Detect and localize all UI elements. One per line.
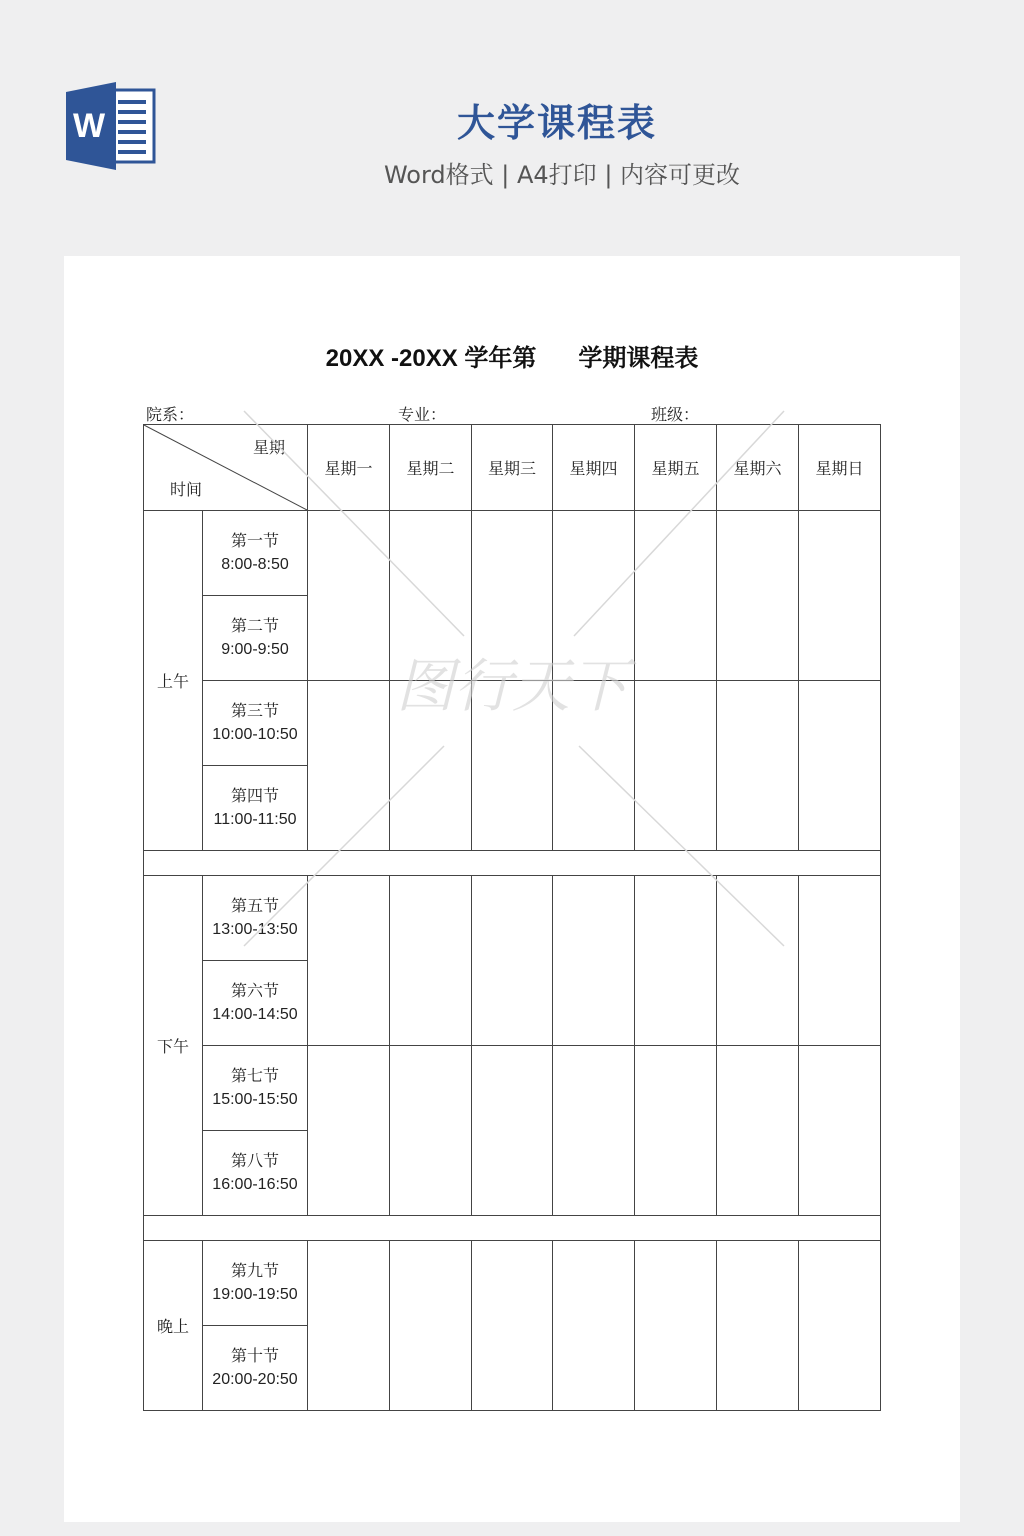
period-cell: [203, 596, 308, 681]
class-slot[interactable]: [390, 876, 472, 1046]
department-label: 院系：: [146, 405, 195, 424]
class-slot[interactable]: [308, 681, 390, 851]
class-slot[interactable]: [717, 511, 799, 681]
day-header: 星期二: [390, 425, 472, 511]
class-slot[interactable]: [390, 681, 472, 851]
class-slot[interactable]: [635, 1241, 717, 1411]
class-slot[interactable]: [308, 876, 390, 1046]
class-slot[interactable]: [635, 1046, 717, 1216]
class-slot[interactable]: [635, 876, 717, 1046]
class-label: 班级：: [651, 405, 700, 424]
page-title: 大学课程表: [456, 101, 657, 145]
document-page: [64, 256, 960, 1522]
period-cell: [203, 876, 308, 961]
period-name: 第三节: [230, 701, 279, 720]
class-slot[interactable]: [390, 1241, 472, 1411]
break-cell: [144, 1216, 881, 1241]
period-row: [144, 681, 881, 766]
period-time: 16:00-16:50: [212, 1176, 298, 1193]
section-label: 下午: [144, 876, 203, 1216]
period-name: 第八节: [230, 1151, 279, 1170]
class-slot[interactable]: [717, 876, 799, 1046]
period-name: 第九节: [230, 1261, 279, 1280]
schedule-table: [143, 424, 881, 1411]
period-cell: [203, 1241, 308, 1326]
period-time: 14:00-14:50: [212, 1006, 298, 1023]
class-slot[interactable]: [308, 1046, 390, 1216]
period-time: 13:00-13:50: [212, 921, 298, 938]
class-slot[interactable]: [553, 1046, 635, 1216]
period-name: 第十节: [230, 1346, 279, 1365]
period-name: 第一节: [230, 531, 279, 550]
period-time: 20:00-20:50: [212, 1371, 298, 1388]
period-row: [144, 511, 881, 596]
word-icon-letter: W: [72, 107, 106, 145]
class-slot[interactable]: [308, 511, 390, 681]
document-title: [64, 338, 960, 373]
watermark-text: 图行天下: [395, 652, 629, 720]
class-slot[interactable]: [472, 1241, 553, 1411]
class-slot[interactable]: [390, 1046, 472, 1216]
day-header: 星期六: [717, 425, 799, 511]
period-cell: [203, 961, 308, 1046]
class-slot[interactable]: [635, 511, 717, 681]
break-cell: [144, 851, 881, 876]
class-slot[interactable]: [390, 511, 472, 681]
page-subtitle: Word格式 | A4打印 | 内容可更改: [383, 161, 741, 189]
period-time: 8:00-8:50: [221, 556, 289, 573]
period-name: 第六节: [230, 981, 279, 1000]
period-cell: [203, 1131, 308, 1216]
period-row: [144, 1046, 881, 1131]
period-time: 19:00-19:50: [212, 1286, 298, 1303]
section-label: 晚上: [144, 1241, 203, 1411]
corner-label-time: 时间: [170, 480, 203, 499]
period-row: [144, 876, 881, 961]
major-label: 专业：: [398, 405, 447, 424]
period-cell: [203, 1046, 308, 1131]
class-slot[interactable]: [553, 1241, 635, 1411]
class-slot[interactable]: [799, 1046, 881, 1216]
period-name: 第四节: [230, 786, 279, 805]
day-header: 星期一: [308, 425, 390, 511]
class-slot[interactable]: [717, 1046, 799, 1216]
period-name: 第五节: [230, 896, 279, 915]
class-slot[interactable]: [553, 511, 635, 681]
day-header: 星期三: [472, 425, 553, 511]
period-name: 第七节: [230, 1066, 279, 1085]
day-header: 星期日: [799, 425, 881, 511]
class-slot[interactable]: [553, 681, 635, 851]
period-time: 11:00-11:50: [213, 811, 297, 828]
class-slot[interactable]: [717, 681, 799, 851]
class-slot[interactable]: [553, 876, 635, 1046]
class-slot[interactable]: [799, 876, 881, 1046]
section-label: 上午: [144, 511, 203, 851]
period-cell: [203, 766, 308, 851]
class-slot[interactable]: [635, 681, 717, 851]
corner-label-day: 星期: [252, 438, 285, 457]
header-row: [144, 425, 881, 511]
class-slot[interactable]: [472, 681, 553, 851]
class-slot[interactable]: [472, 1046, 553, 1216]
class-slot[interactable]: [717, 1241, 799, 1411]
period-time: 10:00-10:50: [212, 726, 298, 743]
class-slot[interactable]: [308, 1241, 390, 1411]
class-slot[interactable]: [799, 1241, 881, 1411]
break-row: [144, 851, 881, 876]
class-slot[interactable]: [799, 511, 881, 681]
day-header: 星期五: [635, 425, 717, 511]
day-header: 星期四: [553, 425, 635, 511]
period-cell: [203, 511, 308, 596]
class-slot[interactable]: [472, 876, 553, 1046]
period-time: 9:00-9:50: [221, 641, 289, 658]
period-cell: [203, 1326, 308, 1411]
document-title-right: 学期课程表: [578, 345, 699, 372]
period-name: 第二节: [230, 616, 279, 635]
corner-cell: [144, 425, 308, 511]
class-slot[interactable]: [799, 681, 881, 851]
break-row: [144, 1216, 881, 1241]
document-title-left: 20XX -20XX 学年第: [325, 345, 537, 372]
period-time: 15:00-15:50: [212, 1091, 298, 1108]
period-row: [144, 1241, 881, 1326]
period-cell: [203, 681, 308, 766]
class-slot[interactable]: [472, 511, 553, 681]
